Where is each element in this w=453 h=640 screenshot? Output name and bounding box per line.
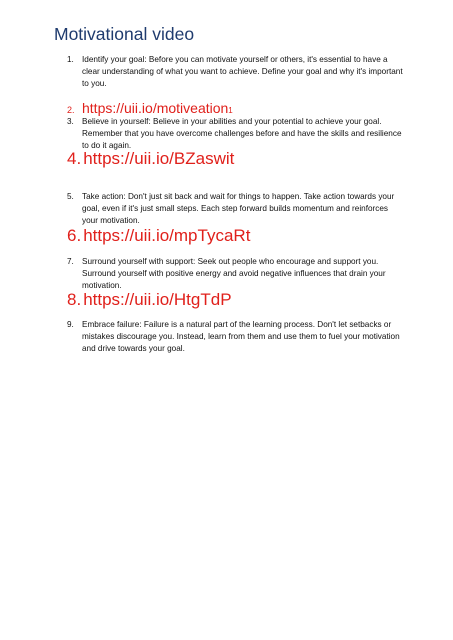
- link-suffix: 1: [228, 106, 233, 115]
- list-text: Believe in yourself: Believe in your abilities and your potential to achieve your goal. Remember that you have overcome challenges before and have the skills and resilience to do it again.: [82, 117, 402, 150]
- list-item-link: [54, 149, 234, 169]
- page-title: Motivational video: [54, 24, 195, 44]
- list-number: 8.: [67, 290, 82, 309]
- list-item: [54, 116, 404, 152]
- list-text: Surround yourself with support: Seek out people who encourage and support you. Surround yourself with positive energy and avoid negative influences that drain your motivation.: [82, 257, 386, 290]
- list-number: 7.: [67, 257, 74, 266]
- htgtdp-link[interactable]: https://uii.io/HtgTdP: [83, 290, 232, 309]
- list-number: 2.: [67, 105, 75, 115]
- list-text: Take action: Don't just sit back and wait for things to happen. Take action towards your goal, even if it's just small steps. Each step forward builds momentum and reinforces your motivation.: [82, 192, 395, 225]
- list-number: 3.: [67, 117, 74, 126]
- list-number: 5.: [67, 192, 74, 201]
- list-item-link: [54, 290, 232, 310]
- list-item: [54, 256, 404, 292]
- list-text: Embrace failure: Failure is a natural part of the learning process. Don't let setbacks or mistakes discourage you. Instead, learn from them and use them to fuel your motivation and drive towards your goal.: [82, 320, 400, 353]
- list-item: [54, 319, 404, 355]
- bzaswit-link[interactable]: https://uii.io/BZaswit: [83, 149, 235, 168]
- list-number: 9.: [67, 320, 74, 329]
- mptycart-link[interactable]: https://uii.io/mpTycaRt: [83, 226, 251, 245]
- motiveation-link[interactable]: https://uii.io/motiveation: [82, 100, 229, 116]
- list-item: [54, 191, 404, 227]
- list-item-link: [54, 226, 250, 246]
- list-number: 4.: [67, 149, 82, 168]
- list-number: 6.: [67, 226, 82, 245]
- list-text: Identify your goal: Before you can motivate yourself or others, it's essential to have a clear understanding of what you want to achieve. Define your goal and why it's important to you.: [82, 55, 403, 88]
- list-item: [54, 54, 404, 90]
- list-number: 1.: [67, 55, 74, 64]
